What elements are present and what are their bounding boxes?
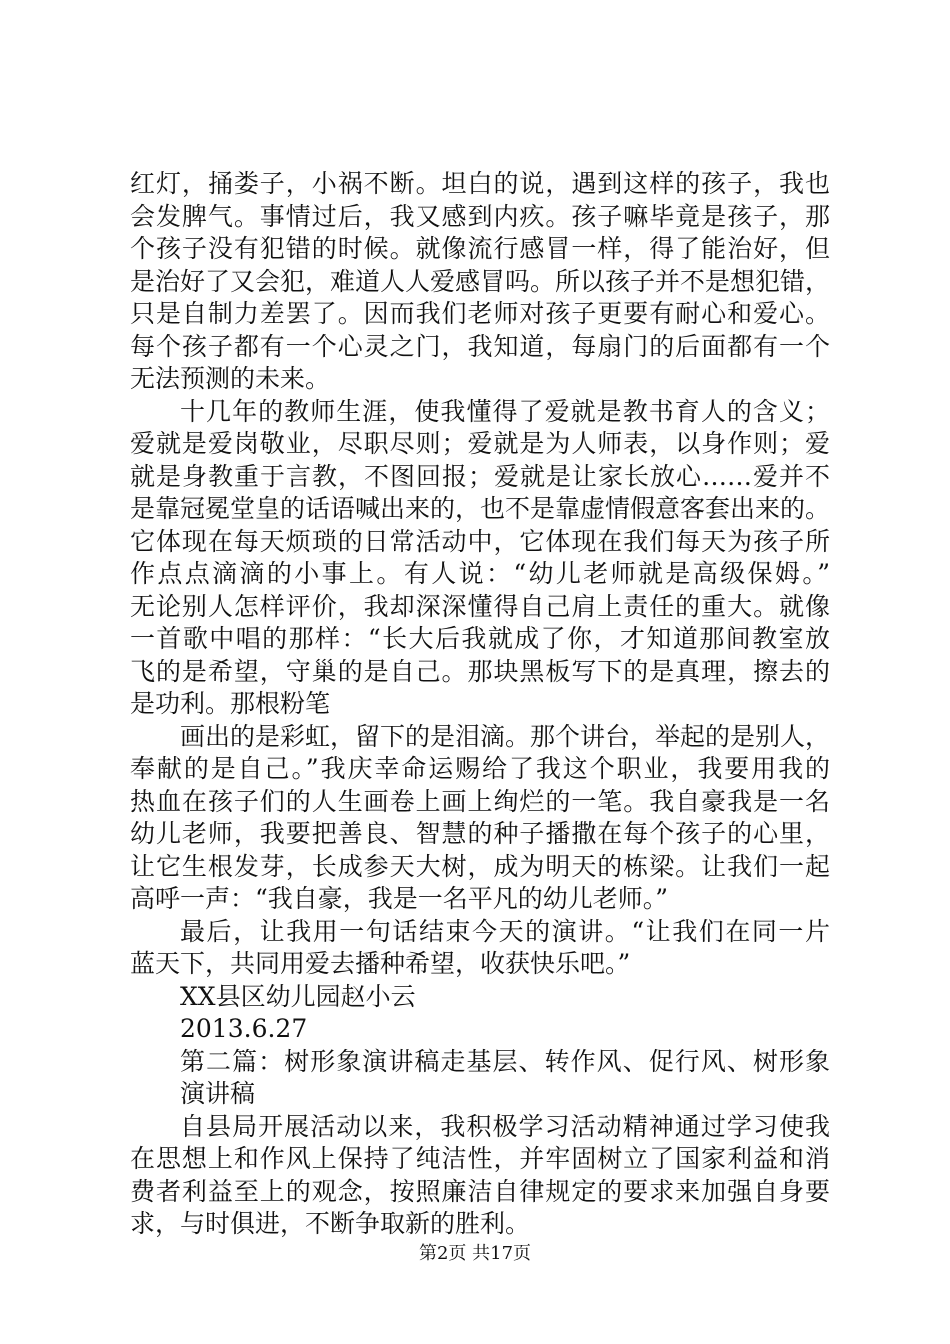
text-line: 第二篇：树形象演讲稿走基层、转作风、促行风、树形象: [180, 1046, 830, 1076]
text-line: 飞的是希望，守巢的是自己。那块黑板写下的是真理，擦去的: [130, 656, 830, 686]
text-line: 会发脾气。事情过后，我又感到内疚。孩子嘛毕竟是孩子，那: [130, 201, 830, 231]
text-line: 只是自制力差罢了。因而我们老师对孩子更要有耐心和爱心。: [130, 299, 830, 328]
text-line: 热血在孩子们的人生画卷上画上绚烂的一笔。我自豪我是一名: [130, 786, 830, 816]
text-line: 费者利益至上的观念，按照廉洁自律规定的要求来加强自身要: [130, 1176, 830, 1206]
text-line: 红灯，捅娄子，小祸不断。坦白的说，遇到这样的孩子，我也: [130, 169, 830, 198]
text-line: 作点点滴滴的小事上。有人说：“幼儿老师就是高级保姆。”: [130, 559, 830, 588]
text-line: 在思想上和作风上保持了纯洁性，并牢固树立了国家利益和消: [130, 1144, 830, 1173]
text-line: 是治好了又会犯，难道人人爱感冒吗。所以孩子并不是想犯错，: [130, 266, 831, 296]
document-body: [130, 168, 830, 1241]
text-line: 蓝天下，共同用爱去播种希望，收获快乐吧。”: [130, 949, 631, 978]
text-line: 最后，让我用一句话结束今天的演讲。“让我们在同一片: [180, 916, 830, 946]
text-line: 每个孩子都有一个心灵之门，我知道，每扇门的后面都有一个: [130, 331, 830, 361]
text-line: 高呼一声：“我自豪，我是一名平凡的幼儿老师。”: [130, 884, 669, 913]
page-footer: 第2页 共17页: [418, 1243, 532, 1264]
text-line: 无论别人怎样评价，我却深深懂得自己肩上责任的重大。就像: [130, 591, 830, 621]
text-line: 一首歌中唱的那样：“长大后我就成了你，才知道那间教室放: [130, 624, 830, 653]
text-line: 幼儿老师，我要把善良、智慧的种子播撒在每个孩子的心里，: [130, 819, 830, 848]
text-line: 它体现在每天烦琐的日常活动中，它体现在我们每天为孩子所: [130, 526, 830, 556]
text-line: 爱就是爱岗敬业，尽职尽则；爱就是为人师表，以身作则；爱: [130, 429, 830, 458]
text-line: 2013.6.27: [180, 1014, 308, 1043]
text-line: 十几年的教师生涯，使我懂得了爱就是教书育人的含义；: [180, 396, 830, 426]
text-line: 就是身教重于言教，不图回报；爱就是让家长放心……爱并不: [130, 461, 830, 491]
text-line: 是功利。那根粉笔: [130, 689, 331, 718]
text-line: 奉献的是自己。”我庆幸命运赐给了我这个职业，我要用我的: [130, 754, 830, 783]
text-line: XX县区幼儿园赵小云: [180, 981, 416, 1011]
text-line: 让它生根发芽，长成参天大树，成为明天的栋梁。让我们一起: [130, 851, 830, 881]
text-line: 画出的是彩虹，留下的是泪滴。那个讲台，举起的是别人，: [180, 721, 831, 751]
text-line: 是靠冠冕堂皇的话语喊出来的，也不是靠虚情假意客套出来的。: [130, 494, 831, 523]
text-line: 无法预测的未来。: [130, 364, 331, 393]
text-line: 演讲稿: [180, 1079, 256, 1108]
text-line: 个孩子没有犯错的时候。就像流行感冒一样，得了能治好，但: [130, 234, 830, 263]
text-line: 自县局开展活动以来，我积极学习活动精神通过学习使我: [180, 1111, 830, 1141]
text-line: 求，与时俱进，不断争取新的胜利。: [130, 1209, 531, 1238]
